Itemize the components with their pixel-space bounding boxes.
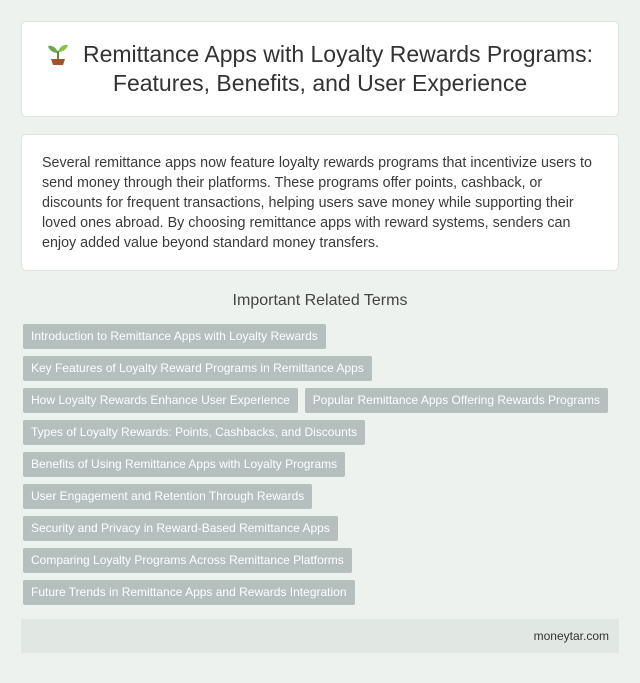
related-term-tag[interactable]: Types of Loyalty Rewards: Points, Cashbacks, and Discounts [23, 420, 365, 445]
related-terms-list [23, 324, 623, 612]
seedling-icon [47, 41, 69, 65]
intro-card [21, 134, 619, 271]
related-term-tag[interactable]: Comparing Loyalty Programs Across Remittance Platforms [23, 548, 352, 573]
related-term-tag[interactable]: Security and Privacy in Reward-Based Remittance Apps [23, 516, 338, 541]
related-terms-heading: Important Related Terms [232, 292, 408, 309]
related-term-tag[interactable]: Popular Remittance Apps Offering Rewards Programs [305, 388, 608, 413]
related-term-tag[interactable]: Key Features of Loyalty Reward Programs in Remittance Apps [23, 356, 372, 381]
page-title-text: Remittance Apps with Loyalty Rewards Programs: Features, Benefits, and User Experience [82, 41, 594, 96]
related-term-tag[interactable]: Benefits of Using Remittance Apps with Loyalty Programs [23, 452, 345, 477]
related-term-tag[interactable]: How Loyalty Rewards Enhance User Experience [23, 388, 298, 413]
intro-paragraph: Several remittance apps now feature loyalty rewards programs that incentivize users to send money through their platforms. These programs offer points, cashback, or discounts for frequent transactions, helping users save money while supporting their loved ones abroad. By choosing remittance apps with reward systems, senders can enjoy added value beyond standard money transfers. [42, 155, 592, 251]
page-title [42, 40, 598, 98]
related-term-tag[interactable]: Introduction to Remittance Apps with Loyalty Rewards [23, 324, 326, 349]
related-term-tag[interactable]: Future Trends in Remittance Apps and Rewards Integration [23, 580, 355, 605]
footer-site-name[interactable]: moneytar.com [533, 629, 609, 643]
footer [21, 619, 619, 653]
title-card [21, 21, 619, 117]
related-term-tag[interactable]: User Engagement and Retention Through Rewards [23, 484, 312, 509]
